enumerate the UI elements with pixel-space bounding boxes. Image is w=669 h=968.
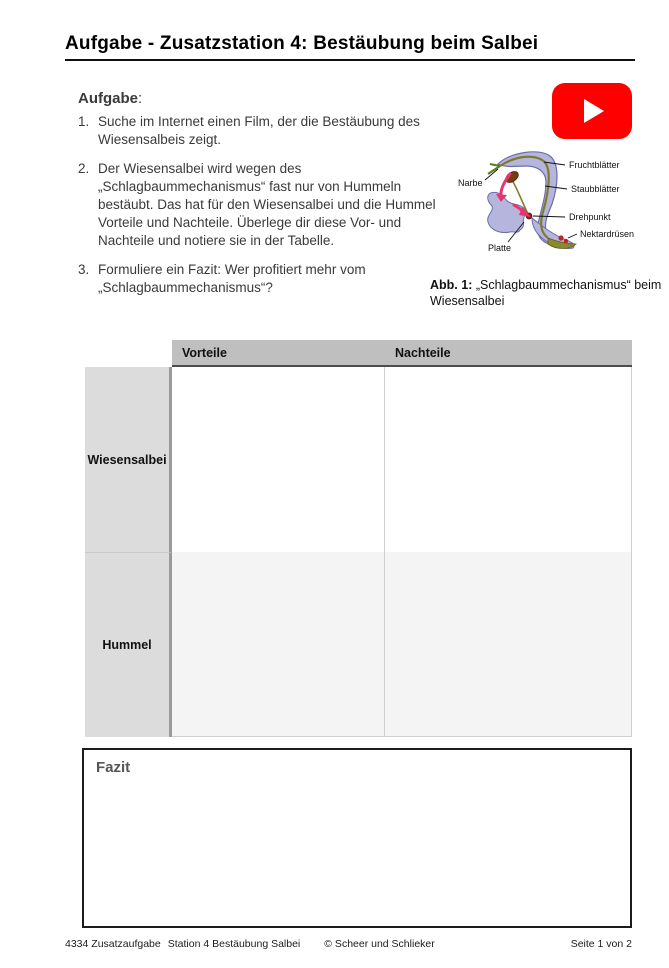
figure-caption-number: Abb. 1: xyxy=(430,278,473,292)
column-header-nachteile: Nachteile xyxy=(395,346,451,360)
task-text: Der Wiesensalbei wird wegen des „Schlagbaummechanismus“ fast nur von Hummeln bestäubt. Das hat für den Wiesensalbei und die Hummel Vorteile und Nachteile. Überlege dir diese Vor- und Nachteile und notiere sie in der Tabelle. xyxy=(98,161,436,248)
footer-page-number: Seite 1 von 2 xyxy=(570,938,632,950)
nectar-gland xyxy=(558,235,563,240)
label-platte: Platte xyxy=(488,243,512,253)
task-text: Suche im Internet einen Film, der die Bestäubung des Wiesensalbeis zeigt. xyxy=(98,114,420,147)
page-title: Aufgabe - Zusatzstation 4: Bestäubung beim Salbei xyxy=(65,33,539,54)
list-item xyxy=(78,160,450,250)
task-number: 3. xyxy=(78,262,90,277)
label-line-drehpunkt xyxy=(533,216,565,217)
column-header-vorteile: Vorteile xyxy=(182,346,227,360)
label-fruchtblaetter: Fruchtblätter xyxy=(569,160,620,170)
label-staubblaetter: Staubblätter xyxy=(571,184,620,194)
list-item xyxy=(78,113,450,149)
figure-caption-text: „Schlagbaummechanismus“ beim Wiesensalbei xyxy=(430,278,662,308)
flower-diagram xyxy=(448,146,669,266)
list-item xyxy=(78,261,450,297)
fazit-label: Fazit xyxy=(96,759,131,776)
title-underline xyxy=(65,59,635,61)
table-header-row xyxy=(172,340,632,367)
figure-caption xyxy=(430,277,665,309)
cell-wiesensalbei-vorteile xyxy=(172,367,385,552)
task-list xyxy=(78,113,450,308)
motion-arrow-down xyxy=(501,174,510,194)
cell-wiesensalbei-nachteile xyxy=(385,367,632,552)
tasks-heading-colon: : xyxy=(138,90,143,107)
label-drehpunkt: Drehpunkt xyxy=(569,212,611,222)
tasks-heading-word: Aufgabe xyxy=(78,90,138,107)
cell-hummel-vorteile xyxy=(172,552,385,737)
task-number: 1. xyxy=(78,114,90,129)
label-line-nektardruesen xyxy=(568,234,577,238)
footer-doc-title: Station 4 Bestäubung Salbei xyxy=(167,938,301,950)
cell-hummel-nachteile xyxy=(385,552,632,737)
row-label-wiesensalbei: Wiesensalbei xyxy=(85,367,172,552)
tasks-heading xyxy=(78,90,142,107)
footer-doc-id: 4334 Zusatzaufgabe xyxy=(65,938,161,950)
flower-mechanism-figure xyxy=(448,146,669,266)
play-triangle-icon xyxy=(584,99,604,123)
footer-copyright: © Scheer und Schlieker xyxy=(324,938,435,950)
label-nektardruesen: Nektardrüsen xyxy=(580,229,635,239)
nectar-gland xyxy=(564,239,568,243)
task-number: 2. xyxy=(78,161,90,176)
youtube-play-icon[interactable] xyxy=(552,83,632,139)
task-text: Formuliere ein Fazit: Wer profitiert mehr vom „Schlagbaummechanismus“? xyxy=(98,262,366,295)
label-narbe: Narbe xyxy=(458,178,483,188)
fazit-box xyxy=(82,748,632,928)
row-label-hummel: Hummel xyxy=(85,552,172,737)
page-footer xyxy=(65,938,632,950)
